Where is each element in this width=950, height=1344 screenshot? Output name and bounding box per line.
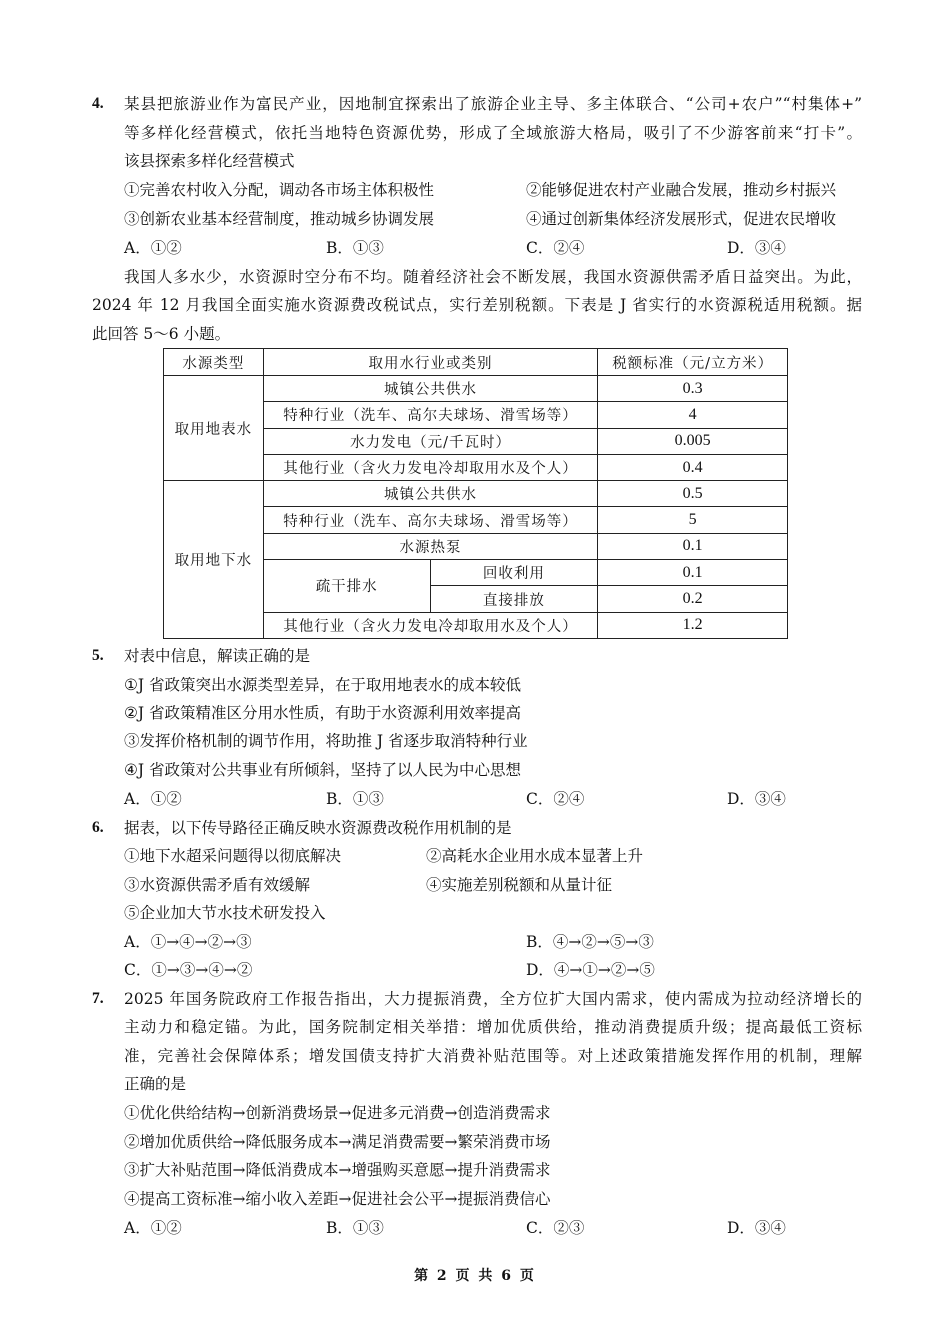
header-cell: 水源类型 [164, 349, 264, 376]
question-stem: 主动力和稳定锚。为此，国务院制定相关举措：增加优质供给，推动消费提质升级；提高最低工资标 [124, 1018, 862, 1036]
question-stem: 对表中信息，解读正确的是 [124, 647, 311, 665]
question-number: 4. [92, 95, 104, 112]
option-c: C．②③ [526, 1219, 585, 1237]
option-c: C．②④ [526, 239, 585, 257]
rate-cell: 0.3 [598, 376, 788, 402]
statement: ④提高工资标准→缩小收入差距→促进社会公平→提振消费信心 [124, 1190, 551, 1208]
statement: ⑤企业加大节水技术研发投入 [124, 904, 326, 922]
statement: ③水资源供需矛盾有效缓解 [124, 876, 311, 894]
rate-cell: 0.4 [598, 454, 788, 480]
option-c: C．②④ [526, 790, 585, 808]
rate-cell: 0.005 [598, 428, 788, 454]
rate-cell: 0.5 [598, 481, 788, 507]
statement: ③扩大补贴范围→降低消费成本→增强购买意愿→提升消费需求 [124, 1161, 551, 1179]
intro-line: 2024 年 12 月我国全面实施水资源费改税试点，实行差别税额。下表是 J 省实行的水资源税适用税额。据 [92, 296, 862, 314]
statement: ④实施差别税额和从量计征 [426, 876, 613, 894]
question-stem: 正确的是 [124, 1075, 187, 1093]
statement: ①优化供给结构→创新消费场景→促进多元消费→创造消费需求 [124, 1104, 551, 1122]
option-c: C．①→③→④→② [124, 961, 253, 979]
rate-cell: 5 [598, 507, 788, 533]
question-number: 5. [92, 647, 104, 664]
statement: ①J 省政策突出水源类型差异，在于取用地表水的成本较低 [124, 676, 522, 694]
water-source-type: 取用地表水 [164, 376, 264, 481]
statement: ②高耗水企业用水成本显著上升 [426, 847, 644, 865]
option-b: B．①③ [326, 1219, 384, 1237]
option-b: B．①③ [326, 790, 384, 808]
option-b: B．①③ [326, 239, 384, 257]
category-cell: 城镇公共供水 [263, 376, 597, 402]
statement: ①完善农村收入分配，调动各市场主体积极性 [124, 181, 435, 199]
category-cell: 其他行业（含火力发电冷却取用水及个人） [263, 612, 597, 638]
header-cell: 税额标准（元/立方米） [598, 349, 788, 376]
option-a: A．①② [124, 1219, 182, 1237]
statement: ①地下水超采问题得以彻底解决 [124, 847, 342, 865]
intro-line: 我国人多水少，水资源时空分布不均。随着经济社会不断发展，我国水资源供需矛盾日益突出。为此， [124, 268, 862, 286]
statement: ④通过创新集体经济发展形式，促进农民增收 [526, 210, 837, 228]
statement: ④J 省政策对公共事业有所倾斜，坚持了以人民为中心思想 [124, 761, 522, 779]
category-cell: 特种行业（洗车、高尔夫球场、滑雪场等） [263, 507, 597, 533]
option-a: A．①→④→②→③ [124, 933, 252, 951]
category-cell: 水力发电（元/千瓦时） [263, 428, 597, 454]
question-stem: 2025 年国务院政府工作报告指出，大力提振消费，全方位扩大国内需求，使内需成为拉动经济增长的 [124, 990, 862, 1008]
question-number: 6. [92, 819, 104, 836]
table-header-row [164, 349, 788, 376]
question-stem: 等多样化经营模式，依托当地特色资源优势，形成了全域旅游大格局，吸引了不少游客前来“打卡”。 [124, 124, 862, 142]
option-d: D．④→①→②→⑤ [526, 961, 655, 979]
option-b: B．④→②→⑤→③ [526, 933, 654, 951]
statement: ③发挥价格机制的调节作用，将助推 J 省逐步取消特种行业 [124, 732, 528, 750]
header-cell: 取用水行业或类别 [263, 349, 597, 376]
subcategory-cell: 回收利用 [430, 560, 598, 586]
rate-cell: 0.1 [598, 560, 788, 586]
option-a: A．①② [124, 790, 182, 808]
category-cell: 城镇公共供水 [263, 481, 597, 507]
intro-line: 此回答 5～6 小题。 [92, 325, 231, 343]
category-cell: 疏干排水 [263, 560, 430, 613]
question-stem: 某县把旅游业作为富民产业，因地制宜探索出了旅游企业主导、多主体联合、“公司+农户”“村集体+” [124, 95, 862, 113]
rate-cell: 4 [598, 402, 788, 428]
question-stem: 准，完善社会保障体系；增发国债支持扩大消费补贴范围等。对上述政策措施发挥作用的机制，理解 [124, 1047, 862, 1065]
question-number: 7. [92, 990, 104, 1007]
rate-cell: 1.2 [598, 612, 788, 638]
water-tax-table [163, 348, 788, 639]
category-cell: 特种行业（洗车、高尔夫球场、滑雪场等） [263, 402, 597, 428]
option-a: A．①② [124, 239, 182, 257]
statement: ②增加优质供给→降低服务成本→满足消费需要→繁荣消费市场 [124, 1133, 551, 1151]
rate-cell: 0.2 [598, 586, 788, 612]
rate-cell: 0.1 [598, 533, 788, 559]
statement: ②能够促进农村产业融合发展，推动乡村振兴 [526, 181, 837, 199]
table-row [164, 376, 788, 402]
question-stem: 该县探索多样化经营模式 [124, 152, 295, 170]
subcategory-cell: 直接排放 [430, 586, 598, 612]
option-d: D．③④ [727, 790, 786, 808]
statement: ③创新农业基本经营制度，推动城乡协调发展 [124, 210, 435, 228]
page-footer: 第 2 页 共 6 页 [414, 1268, 536, 1284]
water-source-type: 取用地下水 [164, 481, 264, 639]
category-cell: 水源热泵 [263, 533, 597, 559]
question-stem: 据表，以下传导路径正确反映水资源费改税作用机制的是 [124, 819, 512, 837]
table-row [164, 481, 788, 507]
category-cell: 其他行业（含火力发电冷却取用水及个人） [263, 454, 597, 480]
option-d: D．③④ [727, 1219, 786, 1237]
option-d: D．③④ [727, 239, 786, 257]
statement: ②J 省政策精准区分用水性质，有助于水资源利用效率提高 [124, 704, 522, 722]
